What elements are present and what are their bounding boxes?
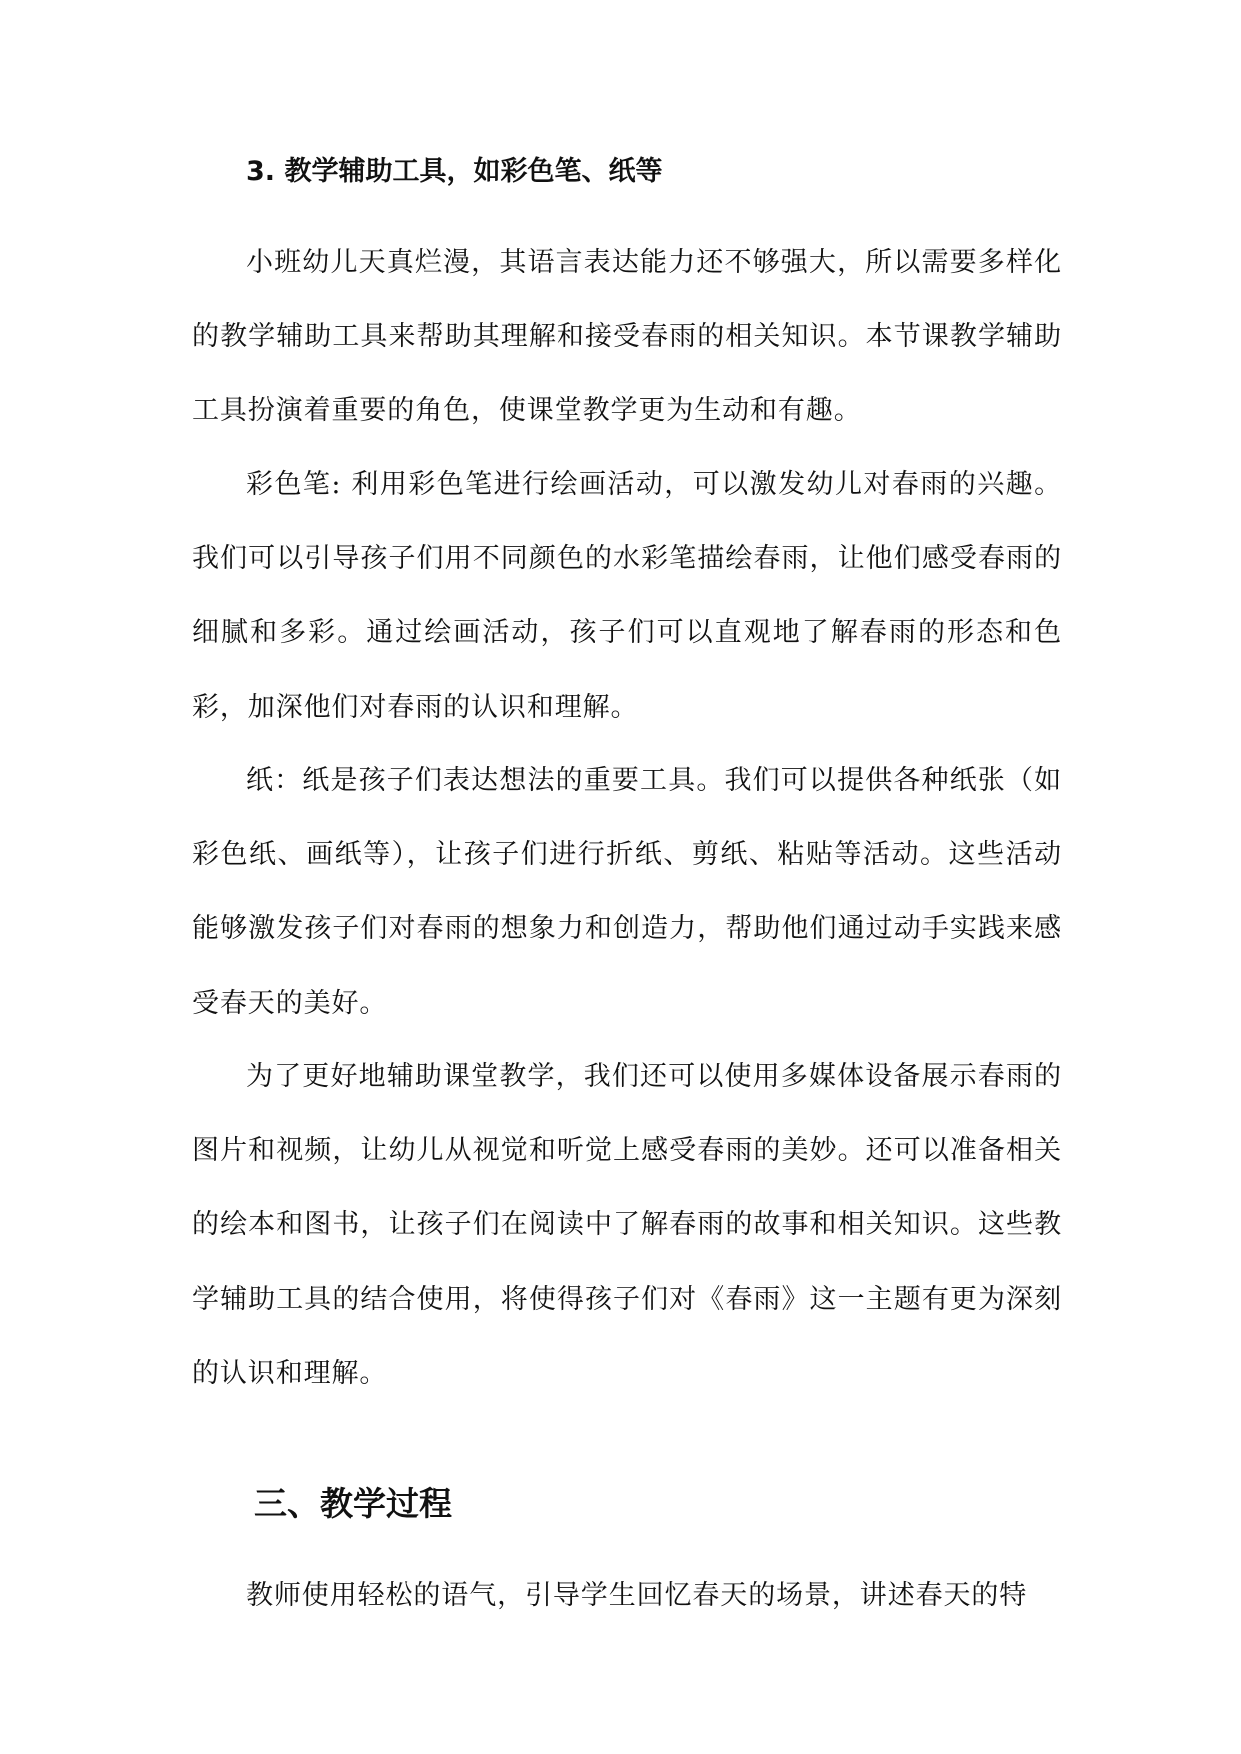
paragraph-paper: 纸：纸是孩子们表达想法的重要工具。我们可以提供各种纸张（如彩色纸、画纸等），让孩子们进行折纸、剪纸、粘贴等活动。这些活动能够激发孩子们对春雨的想象力和创造力，帮助他们通过动手实践来感受春天的美好。: [192, 765, 1062, 1019]
paragraph-intro: 小班幼儿天真烂漫，其语言表达能力还不够强大，所以需要多样化的教学辅助工具来帮助其理解和接受春雨的相关知识。本节课教学辅助工具扮演着重要的角色，使课堂教学更为生动和有趣。: [192, 247, 1062, 427]
paragraph-teaching-process: 教师使用轻松的语气，引导学生回忆春天的场景，讲述春天的特: [246, 1580, 1028, 1611]
paragraph-multimedia: 为了更好地辅助课堂教学，我们还可以使用多媒体设备展示春雨的图片和视频，让幼儿从视觉和听觉上感受春雨的美妙。还可以准备相关的绘本和图书，让孩子们在阅读中了解春雨的故事和相关知识。这些教学辅助工具的结合使用，将使得孩子们对《春雨》这一主题有更为深刻的认识和理解。: [192, 1061, 1062, 1389]
subheading-teaching-aids: 3. 教学辅助工具，如彩色笔、纸等: [246, 156, 663, 187]
section-title-teaching-process: 三、教学过程: [254, 1484, 452, 1523]
paragraph-colored-pens: 彩色笔: 利用彩色笔进行绘画活动，可以激发幼儿对春雨的兴趣。我们可以引导孩子们用不同颜色的水彩笔描绘春雨，让他们感受春雨的细腻和多彩。通过绘画活动，孩子们可以直观地了解春雨的形态和色彩，加深他们对春雨的认识和理解。: [192, 469, 1062, 723]
